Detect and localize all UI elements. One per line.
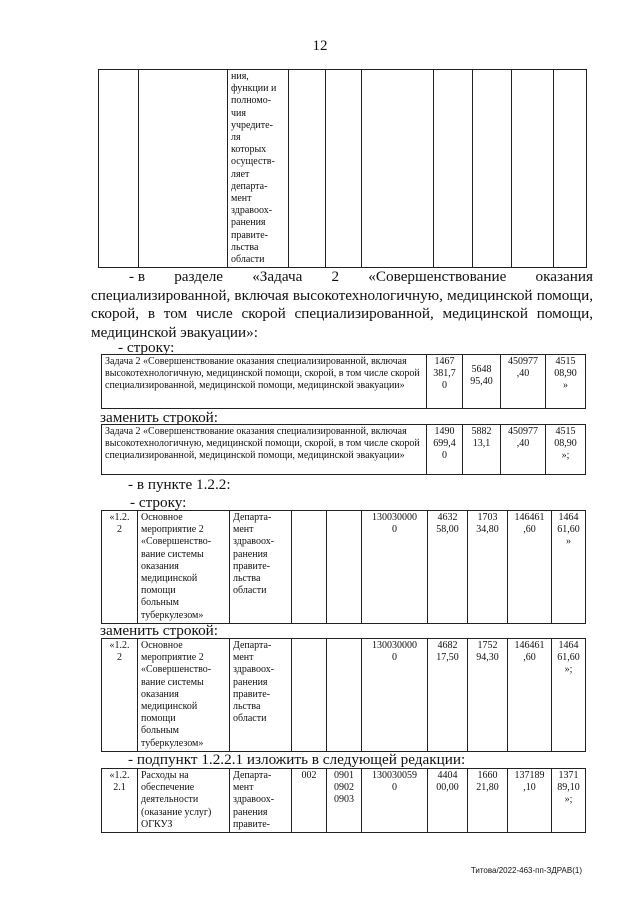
value-cell: 4682 17,50 — [428, 639, 468, 752]
value-cell: 1660 21,80 — [468, 769, 508, 833]
value-cell: 1464 61,60 »; — [552, 639, 586, 752]
label-zamenit: заменить строкой: — [100, 409, 219, 426]
value-cell: 4515 08,90 »; — [546, 425, 586, 475]
table-measure2-old — [101, 510, 586, 624]
executor-cell: Департа- мент здравоох- ранения правите- льства области — [230, 511, 292, 624]
executor-cell: Департа- мент здравоох- ранения правите- льства области — [230, 639, 292, 752]
cell — [289, 70, 326, 268]
cell — [139, 70, 228, 268]
value-cell: 4404 00,00 — [428, 769, 468, 833]
value-cell: 1490 699,4 0 — [427, 425, 463, 475]
value-cell: 1467 381,7 0 — [427, 355, 463, 409]
measure-name-cell: Основное мероприятие 2 «Совершенство- вание системы оказания медицинской помощи больным туберкулезом» — [138, 511, 230, 624]
label-punkt: - в пункте 1.2.2: — [128, 476, 231, 493]
task-name-cell: Задача 2 «Совершенствование оказания специализированной, включая высокотехнологичную, медицинской помощи, скорой, в том числе скорой специализированной, медицинской помощи, медицинской эвакуации» — [102, 425, 427, 475]
paragraph-line: специализированной, включая высокотехнологичную, медицинской помощи, — [91, 286, 593, 304]
page-number: 12 — [312, 38, 328, 54]
cell — [362, 70, 434, 268]
grbs-cell: 002 — [292, 769, 327, 833]
value-cell: 5882 13,1 — [463, 425, 501, 475]
value-cell: 1464 61,60 » — [552, 511, 586, 624]
csr-cell: 130030000 0 — [362, 639, 428, 752]
paragraph-line: медицинской эвакуации»: — [91, 323, 258, 341]
word: разделе — [174, 268, 224, 285]
value-cell: 4632 58,00 — [428, 511, 468, 624]
paragraph-razdel — [91, 268, 593, 342]
word: 2 — [331, 268, 340, 285]
word: «Задача — [252, 268, 303, 285]
measure-name-cell: Основное мероприятие 2 «Совершенство- вание системы оказания медицинской помощи больным туберкулезом» — [138, 639, 230, 752]
cell — [512, 70, 554, 268]
value-cell: 137189 ,10 — [508, 769, 552, 833]
label-stroku-2: - строку: — [130, 494, 187, 511]
cell — [327, 511, 362, 624]
cell — [292, 511, 327, 624]
value-cell: 146461 ,60 — [508, 511, 552, 624]
task-name-cell: Задача 2 «Совершенствование оказания специализированной, включая высокотехнологичную, медицинской помощи, скорой, в том числе скорой специализированной, медицинской помощи, медицинской эвакуации» — [102, 355, 427, 409]
number-cell: «1.2. 2 — [102, 639, 138, 752]
measure-name-cell: Расходы на обеспечение деятельности (оказание услуг) ОГКУЗ — [138, 769, 230, 833]
value-cell: 1752 94,30 — [468, 639, 508, 752]
label-stroku: - строку: — [118, 339, 175, 356]
cell — [473, 70, 512, 268]
cell — [292, 639, 327, 752]
number-cell: «1.2. 2 — [102, 511, 138, 624]
footer-doc-id: Титова/2022-463-пп-ЗДРАВ(1) — [470, 866, 582, 875]
paragraph-line: скорой, в том числе скорой специализированной, медицинской помощи, — [91, 305, 593, 322]
value-cell: 450977 ,40 — [501, 425, 546, 475]
value-cell: 4515 08,90 » — [546, 355, 586, 409]
rzpr-cell: 0901 0902 0903 — [327, 769, 362, 833]
value-cell: 5648 95,40 — [463, 355, 501, 409]
cell — [327, 639, 362, 752]
value-cell: 146461 ,60 — [508, 639, 552, 752]
cell — [554, 70, 587, 268]
word: оказания — [535, 268, 593, 285]
executor-cell: Департа- мент здравоох- ранения правите- — [230, 769, 292, 833]
word: «Совершенствование — [368, 268, 507, 285]
csr-cell: 130030059 0 — [362, 769, 428, 833]
number-cell: «1.2. 2.1 — [102, 769, 138, 833]
table-measure2-new — [101, 638, 586, 752]
table-task2-new — [101, 424, 586, 475]
word: - в — [129, 268, 146, 285]
label-subpunkt: - подпункт 1.2.2.1 изложить в следующей редакции: — [128, 751, 466, 768]
table-continuation — [98, 69, 587, 268]
executor-cell: ния, функции и полномо- чия учредите- ля которых осуществ- ляет департа- мент здравоох- ранения правите- льства области — [228, 70, 289, 268]
value-cell: 1371 89,10 »; — [552, 769, 586, 833]
cell — [326, 70, 362, 268]
value-cell: 450977 ,40 — [501, 355, 546, 409]
table-task2-old — [101, 354, 586, 409]
table-subitem-1-2-2-1 — [101, 768, 586, 833]
csr-cell: 130030000 0 — [362, 511, 428, 624]
value-cell: 1703 34,80 — [468, 511, 508, 624]
label-zamenit-2: заменить строкой: — [100, 622, 219, 639]
cell — [434, 70, 473, 268]
cell — [99, 70, 139, 268]
